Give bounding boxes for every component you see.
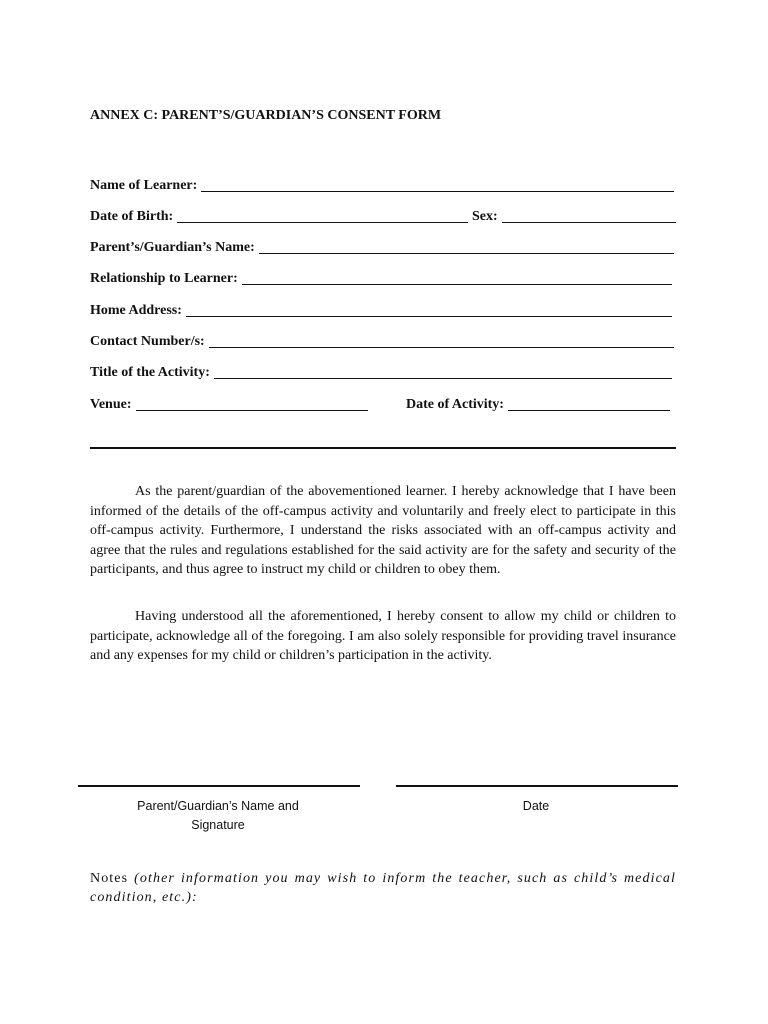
- relationship-line[interactable]: [242, 272, 672, 285]
- sex-field[interactable]: [472, 207, 676, 225]
- date-of-birth-field[interactable]: [90, 207, 468, 225]
- learner-name-field[interactable]: [90, 176, 674, 194]
- activity-date-label: Date of Activity:: [406, 397, 504, 412]
- relationship-field[interactable]: [90, 269, 672, 287]
- date-signature-label: Date: [522, 799, 550, 813]
- contact-number-field[interactable]: [90, 332, 674, 350]
- acknowledgement-text: As the parent/guardian of the abovementioned learner. I hereby acknowledge that I have been informed of the details of the off-campus activity and voluntarily and freely elect to participate in this off-campus activity. Furthermore, I understand the risks associated with an off-campus activity and agree that the rules and regulations established for the said activity are for the safety and security of the participants, and thus agree to instruct my child or children to obey them.: [90, 484, 676, 577]
- consent-text: Having understood all the aforementioned, I hereby consent to allow my child or children to participate, acknowledge all of the foregoing. I am also solely responsible for providing travel insurance and any expenses for my child or children’s participation in the activity.: [90, 609, 676, 663]
- acknowledgement-paragraph: [90, 482, 676, 580]
- section-divider: [90, 447, 676, 449]
- consent-paragraph: [90, 607, 676, 666]
- relationship-label: Relationship to Learner:: [90, 271, 238, 286]
- date-of-birth-label: Date of Birth:: [90, 209, 174, 224]
- home-address-field[interactable]: [90, 301, 672, 319]
- notes-section: [90, 869, 676, 907]
- venue-line[interactable]: [136, 398, 369, 411]
- contact-number-line[interactable]: [209, 335, 674, 348]
- activity-date-field[interactable]: [406, 395, 670, 413]
- learner-name-label: Name of Learner:: [90, 178, 198, 193]
- guardian-name-field[interactable]: [90, 238, 674, 256]
- activity-date-line[interactable]: [508, 398, 670, 411]
- date-of-birth-line[interactable]: [177, 210, 468, 223]
- guardian-signature-label: [118, 797, 318, 835]
- guardian-name-line[interactable]: [259, 241, 674, 254]
- guardian-name-label: Parent’s/Guardian’s Name:: [90, 240, 255, 255]
- contact-number-label: Contact Number/s:: [90, 334, 205, 349]
- activity-title-field[interactable]: [90, 363, 672, 381]
- activity-title-line[interactable]: [214, 366, 672, 379]
- activity-title-label: Title of the Activity:: [90, 365, 210, 380]
- home-address-line[interactable]: [186, 304, 672, 317]
- venue-field[interactable]: [90, 395, 368, 413]
- guardian-signature-label-line2: Signature: [191, 818, 245, 832]
- sex-label: Sex:: [472, 209, 498, 224]
- guardian-signature-line[interactable]: [78, 785, 360, 787]
- home-address-label: Home Address:: [90, 303, 182, 318]
- form-title: ANNEX C: PARENT’S/GUARDIAN’S CONSENT FORM: [90, 108, 442, 123]
- guardian-signature-label-line1: Parent/Guardian’s Name and: [137, 799, 299, 813]
- date-signature-line[interactable]: [396, 785, 678, 787]
- sex-line[interactable]: [502, 210, 676, 223]
- learner-name-line[interactable]: [201, 179, 674, 192]
- notes-label: Notes: [90, 871, 129, 886]
- notes-hint: (other information you may wish to inform the teacher, such as child’s medical condition, etc.):: [90, 871, 676, 905]
- venue-label: Venue:: [90, 397, 132, 412]
